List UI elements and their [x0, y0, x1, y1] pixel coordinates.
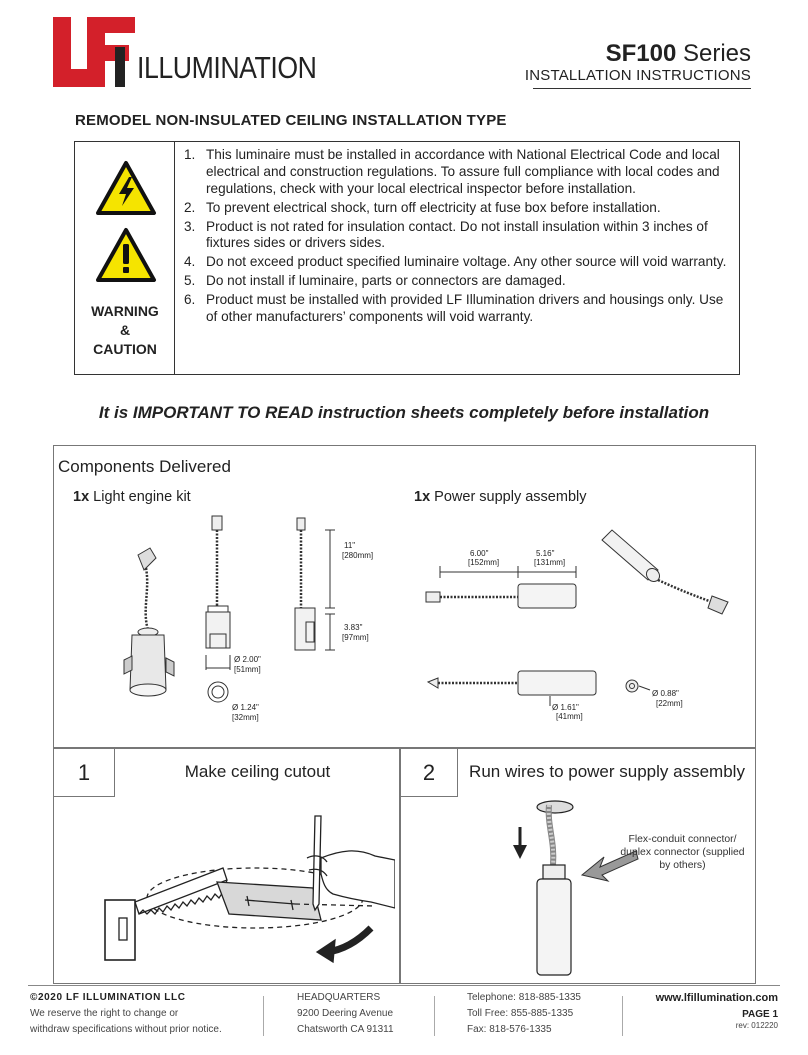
dim-psu-end-mm: [22mm]	[656, 699, 683, 708]
caution-icon	[95, 227, 157, 283]
ceiling-cutout-illustration	[95, 810, 395, 980]
footer-separator	[434, 996, 435, 1036]
footer-divider	[28, 985, 780, 986]
footer-headquarters	[297, 990, 394, 1038]
warning-item	[184, 147, 729, 197]
item-text: To prevent electrical shock, turn off electricity at fuse box before installation.	[206, 199, 661, 215]
dim-psu-lead-mm: [152mm]	[468, 558, 500, 567]
dim-kit-dia-mm: [51mm]	[234, 665, 261, 674]
item-number: 5.	[184, 273, 196, 289]
document-subtitle: INSTALLATION INSTRUCTIONS	[524, 67, 751, 84]
series-title	[606, 40, 751, 68]
section-title: REMODEL NON-INSULATED CEILING INSTALLATION TYPE	[75, 112, 507, 129]
warning-item	[184, 200, 729, 217]
electric-shock-icon	[95, 160, 157, 216]
warning-label	[75, 302, 175, 359]
hq-city: Chatsworth CA 91311	[297, 1024, 394, 1035]
dim-psu-dia-mm: [41mm]	[556, 712, 583, 721]
dim-kit-height-in: 11"	[344, 541, 356, 550]
components-title: Components Delivered	[58, 457, 231, 476]
item-text: Do not exceed product specified luminaire voltage. Any other source will void warranty.	[206, 254, 727, 270]
power-supply-drawing	[410, 510, 750, 740]
revision: rev: 012220	[735, 1021, 778, 1030]
toll-free: Toll Free: 855-885-1335	[467, 1008, 574, 1019]
warning-box	[74, 141, 740, 375]
hq-street: 9200 Deering Avenue	[297, 1008, 394, 1019]
psu-name: Power supply assembly	[430, 489, 587, 505]
item-number: 6.	[184, 292, 196, 308]
kit-name: Light engine kit	[89, 489, 191, 505]
item-text: Product is not rated for insulation contact. Do not install insulation within 3 inches of fixtures sides or drivers sides.	[206, 218, 708, 251]
footer-separator	[263, 996, 264, 1036]
disclaimer-line2: withdraw specifications without prior notice.	[30, 1024, 222, 1035]
warning-list	[184, 147, 729, 328]
footer-company	[30, 990, 222, 1038]
item-number: 2.	[184, 199, 196, 215]
hq-label: HEADQUARTERS	[297, 992, 381, 1003]
telephone: Telephone: 818-885-1335	[467, 992, 581, 1003]
dim-kit-small-dia-in: Ø 1.24"	[232, 703, 259, 712]
warning-label-line3: CAUTION	[93, 341, 157, 357]
disclaimer-line1: We reserve the right to change or	[30, 1008, 179, 1019]
page-number: PAGE 1	[742, 1009, 778, 1020]
footer-separator	[622, 996, 623, 1036]
dim-psu-dia-in: Ø 1.61"	[552, 703, 579, 712]
dim-kit-dia-in: Ø 2.00"	[234, 655, 261, 664]
kit-quantity: 1x	[73, 489, 90, 505]
dim-psu-lead-in: 6.00"	[470, 549, 489, 558]
item-number: 1.	[184, 147, 196, 162]
website-link[interactable]: www.lfillumination.com	[655, 992, 778, 1004]
series-suffix: Series	[676, 40, 751, 67]
warning-item	[184, 254, 729, 271]
step-1-number: 1	[53, 748, 115, 797]
warning-label-line2: &	[119, 322, 131, 338]
item-number: 4.	[184, 254, 196, 270]
dim-kit-height-mm: [280mm]	[342, 551, 374, 560]
dim-kit-body-mm: [97mm]	[342, 633, 369, 642]
warning-label-line1: WARNING	[91, 303, 159, 319]
header-divider	[533, 88, 751, 89]
item-number: 3.	[184, 218, 196, 234]
step-2-number: 2	[400, 748, 458, 797]
warning-item	[184, 273, 729, 290]
connector-note: Flex-conduit connector/ duplex connector (supplied by others)	[620, 834, 745, 871]
dim-psu-body-in: 5.16"	[536, 549, 555, 558]
psu-quantity: 1x	[414, 489, 431, 505]
power-supply-label	[414, 489, 586, 505]
logo-wordmark: ILLUMINATION	[137, 50, 317, 85]
dim-kit-body-in: 3.83"	[344, 623, 363, 632]
item-text: Do not install if luminaire, parts or connectors are damaged.	[206, 273, 566, 289]
warning-item	[184, 292, 729, 326]
warning-icon-column	[75, 142, 175, 374]
step-1-title: Make ceiling cutout	[184, 762, 331, 781]
fax: Fax: 818-576-1335	[467, 1024, 552, 1035]
light-engine-kit-label	[73, 489, 191, 505]
item-text: Product must be installed with provided LF Illumination drivers and housings only. Use of other manufacturers’ components will void warranty.	[206, 292, 724, 325]
step-2-title: Run wires to power supply assembly	[469, 762, 745, 781]
dim-kit-small-dia-mm: [32mm]	[232, 713, 259, 722]
copyright: ©2020 LF ILLUMINATION LLC	[30, 992, 186, 1003]
footer-contact	[467, 990, 581, 1038]
item-text: This luminaire must be installed in accordance with National Electrical Code and local electrical and construction regulations. To assure full compliance with local codes and regulations, check with your local electrical inspector before installation.	[206, 147, 720, 196]
warning-item	[184, 219, 729, 253]
dim-psu-end-in: Ø 0.88"	[652, 689, 679, 698]
dim-psu-body-mm: [131mm]	[534, 558, 566, 567]
important-notice: It is IMPORTANT TO READ instruction sheets completely before installation	[98, 403, 710, 422]
light-engine-kit-drawing	[110, 510, 400, 740]
series-name: SF100	[605, 40, 677, 67]
footer-web	[656, 990, 778, 1031]
